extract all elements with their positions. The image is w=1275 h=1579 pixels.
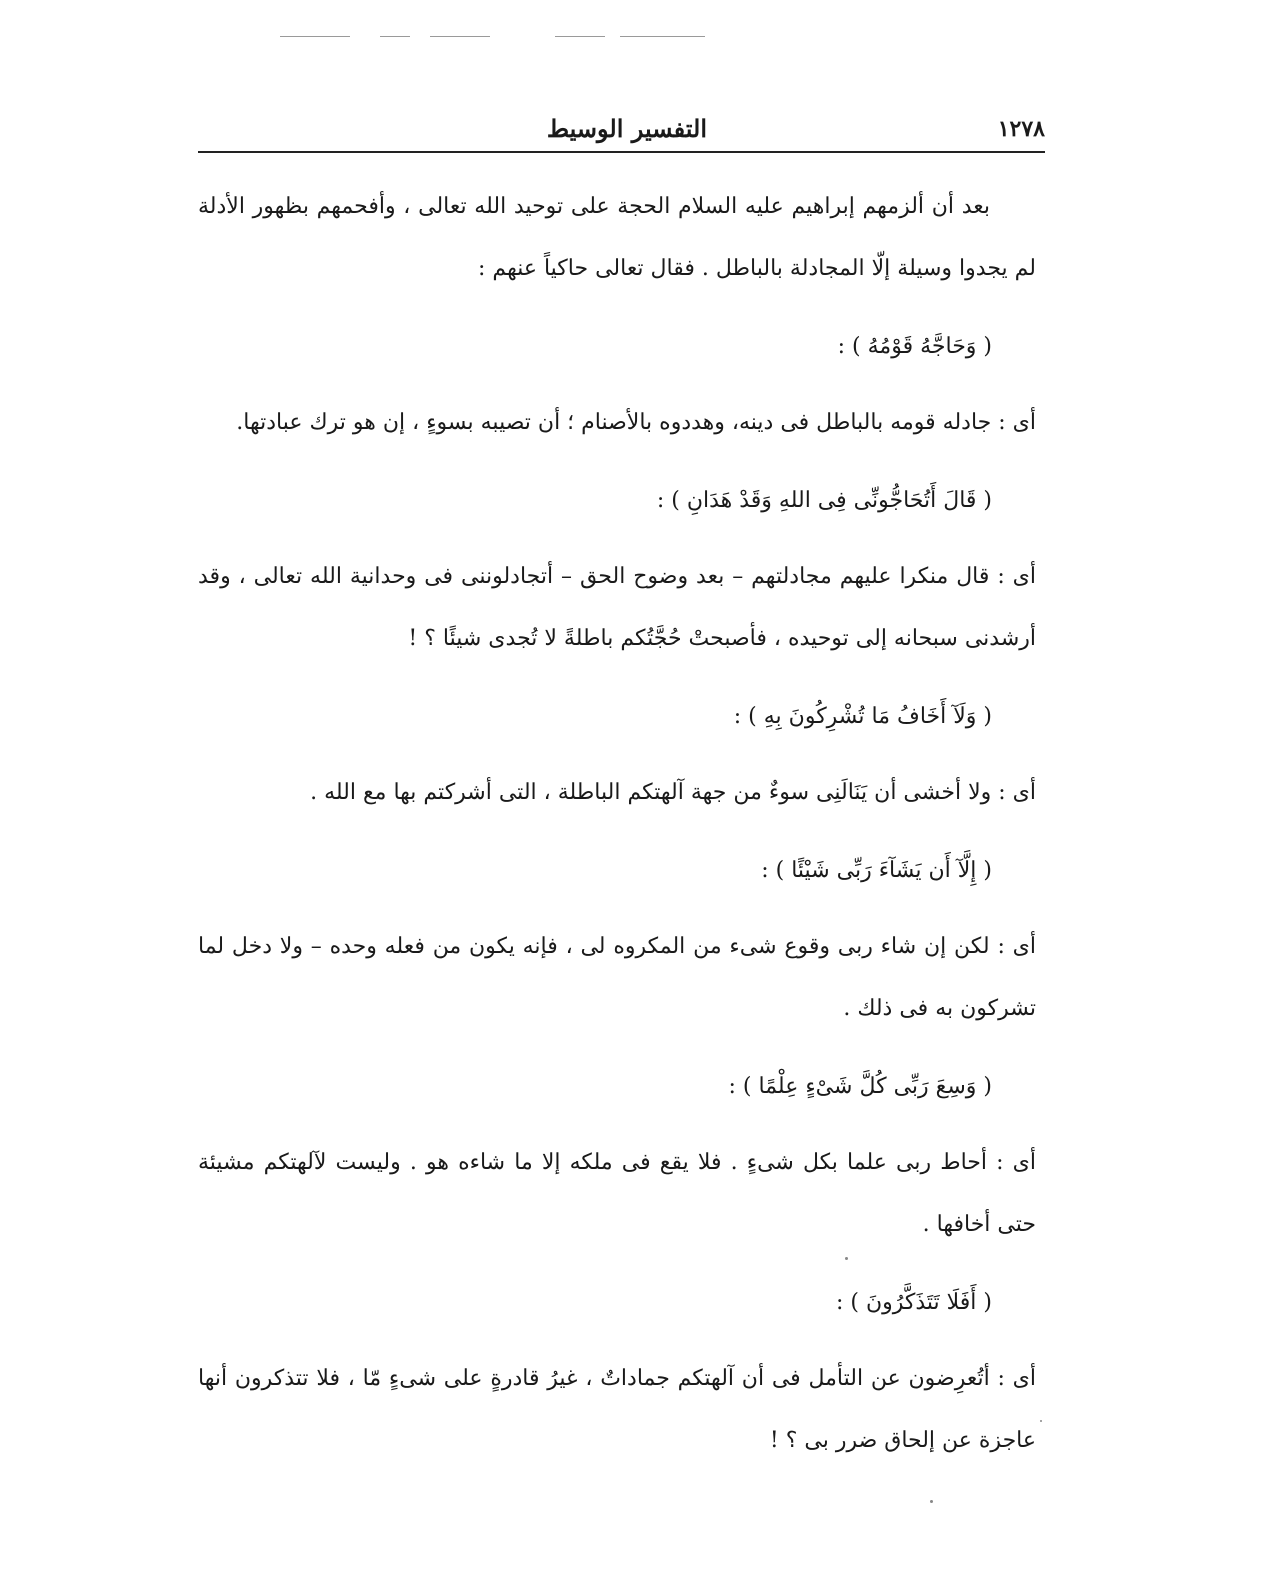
scan-speck — [1040, 1420, 1042, 1422]
page-number: ١٢٧٨ — [997, 116, 1045, 142]
paragraph: أى : أحاط ربى علما بكل شىءٍ . فلا يقع فى ملكه إلا ما شاءه هو . وليست لآلهتكم مشيئة حتى أخافها . — [198, 1150, 1036, 1237]
paragraph: أى : لكن إن شاء ربى وقوع شىء من المكروه لى ، فإنه يكون من فعله وحده – ولا دخل لما تشركون به فى ذلك . — [198, 934, 1036, 1021]
running-title: التفسير الوسيط — [546, 114, 707, 143]
page-header — [198, 112, 1045, 148]
quran-verse: ( وَلَآ أَخَافُ مَا تُشْرِكُونَ بِهِ ) : — [733, 704, 992, 729]
paragraph: أى : جادله قومه بالباطل فى دينه، وهددوه بالأصنام ؛ أن تصيبه بسوءٍ ، إن هو ترك عبادتها. — [236, 410, 1036, 435]
page-body — [198, 176, 1036, 1488]
quran-verse: ( قَالَ أَتُحَاجُّونِّى فِى اللهِ وَقَدْ هَدَانِ ) : — [656, 488, 992, 513]
header-divider — [198, 151, 1045, 153]
quran-verse: ( أَفَلَا تَتَذَكَّرُونَ ) : — [835, 1290, 992, 1315]
quran-verse: ( إِلَّآ أَن يَشَآءَ رَبِّى شَيْئًا ) : — [761, 858, 992, 883]
paragraph: أى : ولا أخشى أن يَنَالَنِى سوءٌ من جهة آلهتكم الباطلة ، التى أشركتم بها مع الله . — [310, 780, 1036, 805]
paragraph: بعد أن ألزمهم إبراهيم عليه السلام الحجة على توحيد الله تعالى ، وأفحمهم بظهور الأدلة لم يجدوا وسيلة إلّا المجادلة بالباطل . فقال تعالى حاكياً عنهم : — [198, 194, 1036, 281]
scan-speck — [845, 1257, 848, 1260]
scan-speck — [930, 1500, 933, 1503]
paragraph: أى : أتُعرِضون عن التأمل فى أن آلهتكم جماداتٌ ، غيرُ قادرةٍ على شىءٍ مّا ، فلا تتذكرون أنها عاجزة عن إلحاق ضرر بى ؟ ! — [198, 1366, 1036, 1453]
quran-verse: ( وَحَاجَّهُ قَوْمُهُ ) : — [837, 334, 992, 359]
quran-verse: ( وَسِعَ رَبِّى كُلَّ شَىْءٍ عِلْمًا ) : — [728, 1074, 992, 1099]
paragraph: أى : قال منكرا عليهم مجادلتهم – بعد وضوح الحق – أتجادلوننى فى وحدانية الله تعالى ، وقد أرشدنى سبحانه إلى توحيده ، فأصبحتْ حُجَّتُكم باطلةً لا تُجدى شيئًا ؟ ! — [198, 564, 1036, 651]
scan-artifact-lines — [280, 36, 740, 38]
